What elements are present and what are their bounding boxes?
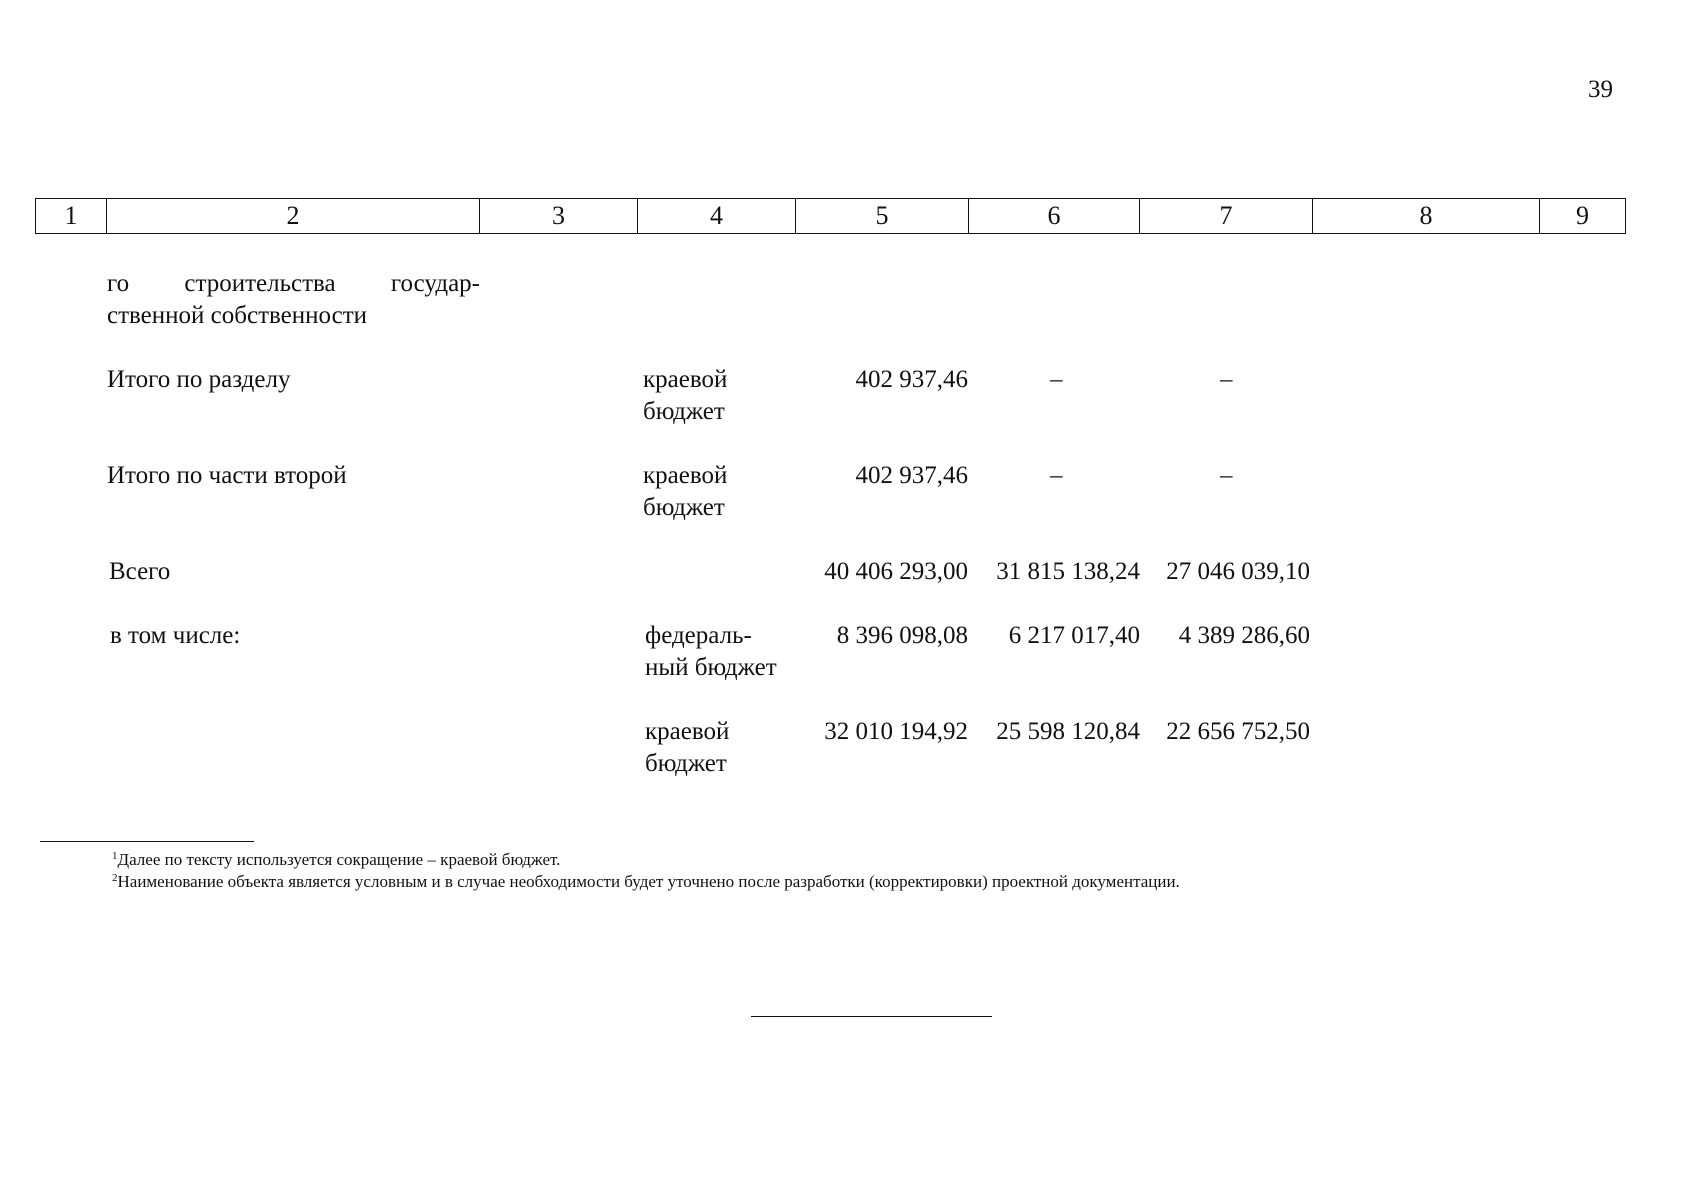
row-part-two-total-col7: – xyxy=(1220,462,1233,489)
column-number-header xyxy=(35,198,1626,234)
row-federal-source-1: федераль- xyxy=(645,622,752,649)
end-of-document-rule xyxy=(751,1016,992,1017)
header-col-4: 4 xyxy=(638,199,796,234)
row-part-two-total-source-2: бюджет xyxy=(643,494,725,521)
header-col-5: 5 xyxy=(796,199,969,234)
row-section-total-source-2: бюджет xyxy=(643,398,725,425)
row-part-two-total-source-1: краевой xyxy=(643,462,728,489)
row-grand-total-col7: 27 046 039,10 xyxy=(1166,558,1310,585)
header-col-2: 2 xyxy=(107,199,480,234)
footnote-1-mark: 1 xyxy=(112,850,118,862)
row-federal-col7: 4 389 286,60 xyxy=(1178,622,1310,649)
row-part-two-total-label: Итого по части второй xyxy=(107,462,347,489)
header-col-1: 1 xyxy=(36,199,107,234)
footnote-1-text: Далее по тексту используется сокращение – краевой бюджет. xyxy=(117,850,561,869)
row-federal-col5: 8 396 098,08 xyxy=(836,622,968,649)
footnote-1 xyxy=(112,846,560,870)
row-grand-total-col5: 40 406 293,00 xyxy=(824,558,968,585)
row-part-two-total-col5: 402 937,46 xyxy=(855,462,968,489)
header-col-3: 3 xyxy=(480,199,638,234)
row-federal-source-2: ный бюджет xyxy=(645,654,777,681)
row-section-total-source-1: краевой xyxy=(643,366,728,393)
row-section-total-col5: 402 937,46 xyxy=(855,366,968,393)
header-row xyxy=(36,199,1626,234)
footnote-2-mark: 2 xyxy=(112,872,118,884)
header-col-9: 9 xyxy=(1540,199,1626,234)
header-col-6: 6 xyxy=(969,199,1140,234)
row-grand-total-col6: 31 815 138,24 xyxy=(996,558,1140,585)
row-regional-col7: 22 656 752,50 xyxy=(1166,718,1310,745)
footnote-2 xyxy=(112,868,1180,892)
page-number: 39 xyxy=(1588,76,1613,103)
row-regional-col6: 25 598 120,84 xyxy=(996,718,1140,745)
header-col-8: 8 xyxy=(1313,199,1540,234)
row-section-total-col6: – xyxy=(1050,366,1063,393)
row-section-total-label: Итого по разделу xyxy=(107,366,291,393)
object-name-line-1: го строительства государ- xyxy=(107,270,480,297)
row-regional-col5: 32 010 194,92 xyxy=(824,718,968,745)
row-grand-total-label: Всего xyxy=(109,558,171,585)
row-including-label: в том числе: xyxy=(110,622,241,649)
row-federal-col6: 6 217 017,40 xyxy=(1008,622,1140,649)
object-name-line-2: ственной собственности xyxy=(107,302,368,329)
row-section-total-col7: – xyxy=(1220,366,1233,393)
row-part-two-total-col6: – xyxy=(1050,462,1063,489)
footnote-separator xyxy=(40,841,254,842)
row-regional-source-1: краевой xyxy=(645,718,730,745)
row-regional-source-2: бюджет xyxy=(645,750,727,777)
footnote-2-text: Наименование объекта является условным и в случае необходимости будет уточнено после разработки (корректировки) проектной документации. xyxy=(117,872,1180,891)
header-col-7: 7 xyxy=(1140,199,1313,234)
